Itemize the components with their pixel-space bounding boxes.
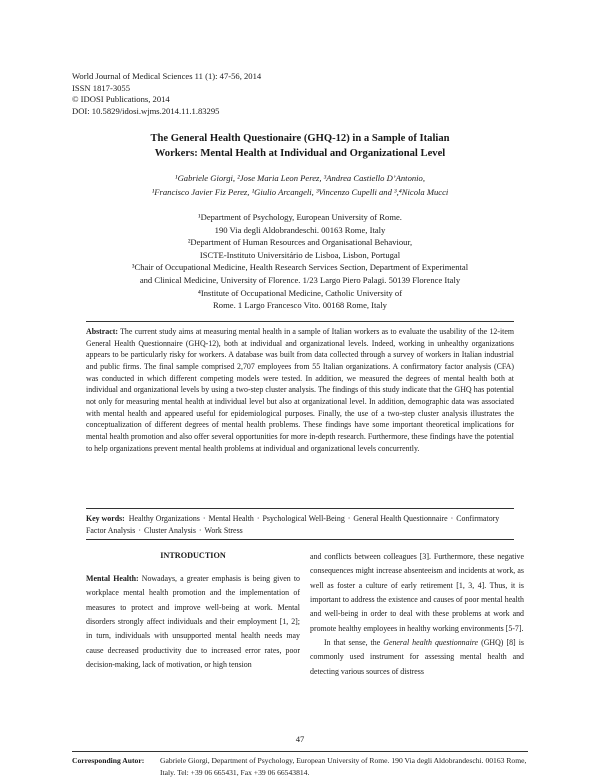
affiliation-line: 190 Via degli Aldobrandeschi. 00163 Rome, Italy [214,224,386,235]
doi: DOI: 10.5829/idosi.wjms.2014.11.1.83295 [72,105,220,116]
paragraph-text: In that sense, the [324,638,384,648]
keyword: General Health Questionnaire [353,514,448,523]
affiliation-line: ²Department of Human Resources and Organisational Behaviour, [187,237,413,248]
paragraph [86,572,300,672]
paper-title [72,132,528,161]
abstract-label: Abstract: [86,327,118,336]
authors-line-2: ¹Francisco Javier Fiz Perez, ¹Giulio Arcangeli, ³Vincenzo Cupelli and ³,⁴Nicola Mucci [151,187,449,197]
section-heading-introduction: INTRODUCTION [160,551,226,560]
issn: ISSN 1817-3055 [72,82,131,93]
journal-citation: World Journal of Medical Sciences 11 (1): 47-56, 2014 [72,71,262,81]
keyword: Cluster Analysis [143,525,196,535]
abstract-text: The current study aims at measuring mental health in a sample of Italian workers as to evaluate the usability of the 12-item General Health Questionnaire (GHQ-12), both at individual and organizational levels. Indeed, working in unhealthy organizations appears to be particularly risky for workers. A database was built from data collected through a survey of workers in Italian industrial and public firms. The final sample comprised 2,707 employees from 55 Italian organizations. A confirmatory factor analysis (CFA) was conducted in which different competing models were tested. In addition, we measured the degrees of mental health both at individual and organizational levels by using a two-step cluster analysis. The findings of this study indicate that the GHQ has potential not only for measuring mental health at individual level but also at organizational level. In addition, demographic data was associated with mental health and appeared useful for epidemiological purposes. Finally, the use of a two-step cluster analysis illustrates the conceptualization of different degrees of mental health problems. These findings have some important theoretical implications for mental health promotion and also offer several opportunities for more in-depth research. Furthermore, these findings have the potential to help organizations prevent mental health problems at individual and organizational levels concurrently. [86,327,514,453]
paragraph-text: Nowadays, a greater emphasis is being given to workplace mental health promotion and the implementation of measures to protect and improve well-being at work. Mental disorders strongly affect individuals and their employment [1, 2]; in turn, individuals with unsupported mental health needs may cause decreased productivity due to increased error rates, poor decision-making, lack of motivation, or high tension [86,574,300,670]
paragraph-text: (GHQ) [8] is commonly used instrument for assessing mental health and detecting various sources of distress [310,638,524,676]
affiliations [72,211,528,312]
affiliation-line: and Clinical Medicine, University of Florence. 1/23 Largo Piero Palagi. 50139 Florence Italy [139,274,461,285]
paragraph [310,636,524,679]
affiliation-line: ⁴Institute of Occupational Medicine, Catholic University of [197,287,403,298]
keywords-bottom-rule [86,539,514,540]
right-column [310,550,524,679]
title-line-1: The General Health Questionaire (GHQ-12) in a Sample of Italian [150,133,450,144]
footer-rule [72,751,528,752]
corresponding-label: Corresponding Autor: [72,756,145,765]
author-list [72,171,528,199]
affiliation-line: Rome. 1 Largo Francesco Vito. 00168 Rome, Italy [213,300,387,311]
page-number: 47 [295,734,305,744]
paragraph-italic: General health questionnaire [383,638,479,648]
affiliation-line: ³Chair of Occupational Medicine, Health Research Services Section, Department of Experimental [131,262,469,273]
keywords-top-rule [86,508,514,509]
authors-line-1: ¹Gabriele Giorgi, ²Jose Maria Leon Perez, ³Andrea Castiello D’Antonio, [175,173,425,183]
keyword: Mental Health [208,514,254,523]
copyright: © IDOSI Publications, 2014 [72,94,170,105]
paragraph-label: Mental Health: [86,574,139,583]
keyword: Confirmatory Factor Analysis [86,514,500,535]
keywords-list: Healthy Organizations · Mental Health · Psychological Well-Being · General Health Questionnaire · Confirmatory Factor Analysis · Cluster Analysis · Work Stress [86,514,500,535]
keyword: Work Stress [204,525,243,535]
journal-header [72,71,261,117]
affiliation-line: ¹Department of Psychology, European University of Rome. [198,212,402,222]
title-line-2: Workers: Mental Health at Individual and Organizational Level [154,147,446,159]
keyword: Psychological Well-Being [262,514,345,523]
paragraph: and conflicts between colleagues [3]. Furthermore, these negative consequences might increase absenteeism and incidents at work, as well as foster a culture of early retirement [1, 3, 4]. Thus, it is important to address the existence and causes of poor mental health and well-being in order to deal with these problems at work and promote healthy employees in healthy working environments [5-7]. [310,552,524,633]
keyword: Healthy Organizations [128,514,200,523]
affiliation-line: ISCTE-Instituto Universitário de Lisboa, Lisbon, Portugal [199,249,401,260]
abstract [86,326,514,454]
abstract-top-rule [86,321,514,322]
keywords-label: Key words: [86,514,125,523]
left-column [86,572,300,672]
corresponding-text: Gabriele Giorgi, Department of Psychology, European University of Rome. 190 Via degli Aldobrandeschi. 00163 Rome, Italy. Tel: +39 06 665431, Fax +39 06 66543814. [160,756,527,777]
keywords [86,513,514,536]
